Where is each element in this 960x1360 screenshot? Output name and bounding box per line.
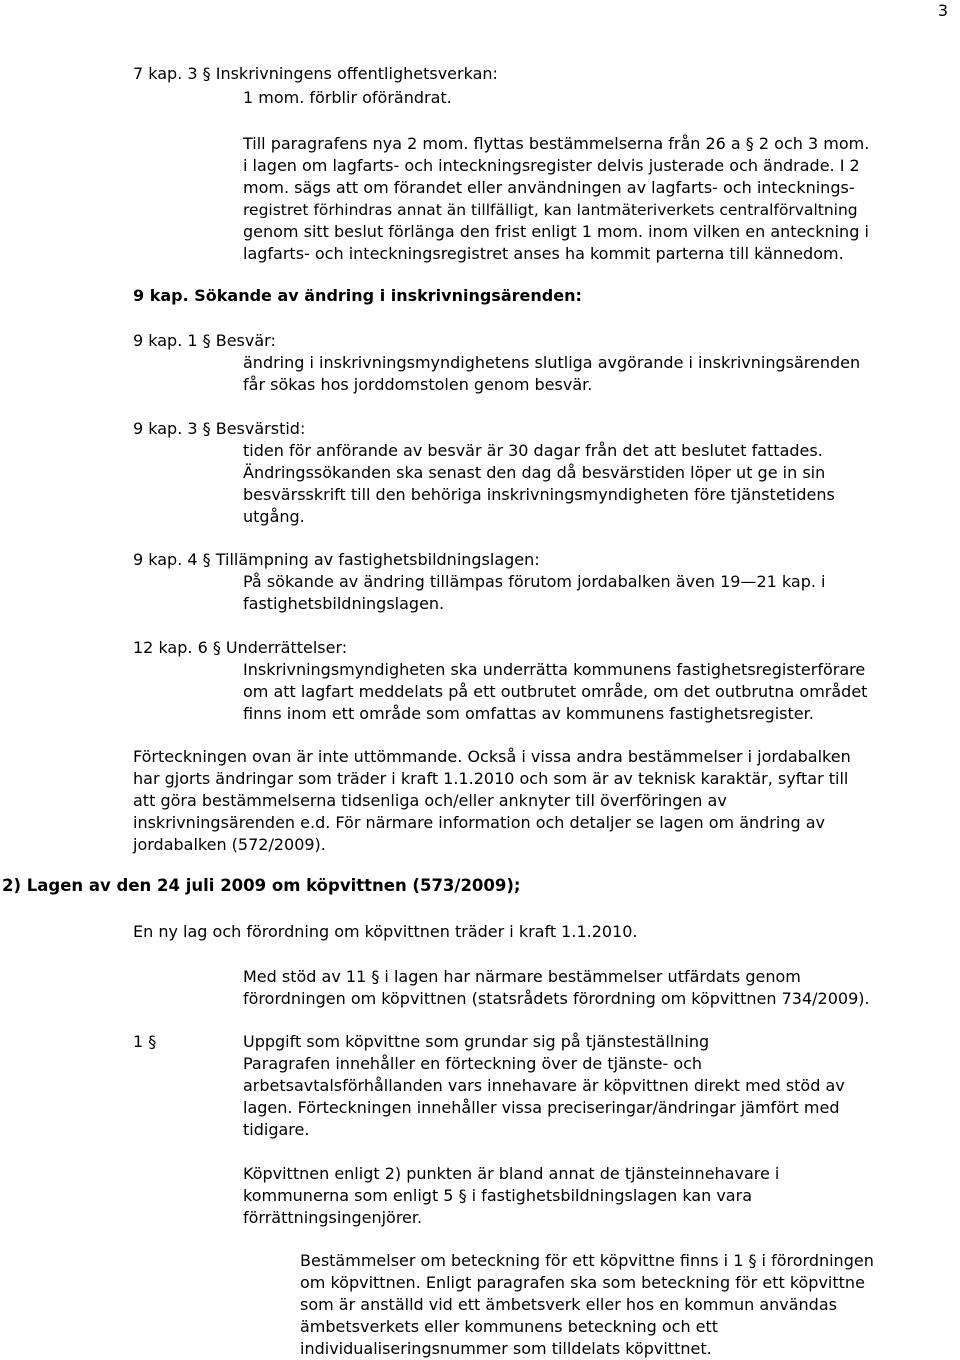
text-line: lagen. Förteckningen innehåller vissa preciseringar/ändringar jämfört med (243, 1098, 840, 1117)
section-heading-9kap1: 9 kap. 1 § Besvär: (133, 331, 276, 350)
text-line: Paragrafen innehåller en förteckning över de tjänste- och (243, 1054, 703, 1073)
text-line: lagfarts- och inteckningsregistret anses ha kommit parterna till kännedom. (243, 244, 844, 263)
text-line: Ändringssökanden ska senast den dag då besvärstiden löper ut ge in sin (243, 463, 826, 482)
text-line: Förteckningen ovan är inte uttömmande. Också i vissa andra bestämmelser i jordabalken (133, 747, 851, 766)
text-line: om att lagfart meddelats på ett outbrutet område, om det outbrutna området (243, 682, 868, 701)
text-line: ämbetsverkets eller kommunens beteckning och ett (300, 1317, 719, 1336)
text-line: jordabalken (572/2009). (133, 835, 326, 854)
section-heading-9kap3: 9 kap. 3 § Besvärstid: (133, 419, 306, 438)
text-line: får sökas hos jorddomstolen genom besvär. (243, 375, 593, 394)
text-line: besvärsskrift till den behöriga inskrivningsmyndigheten före tjänstetidens (243, 485, 835, 504)
text-line: om köpvittnen. Enligt paragrafen ska som beteckning för ett köpvittne (300, 1273, 865, 1292)
text-line: registret förhindras annat än tillfälligt, kan lantmäteriverkets centralförvaltning (243, 201, 858, 219)
text-line: Till paragrafens nya 2 mom. flyttas bestämmelserna från 26 a § 2 och 3 mom. (243, 134, 870, 153)
text-line: förordningen om köpvittnen (statsrådets förordning om köpvittnen 734/2009). (243, 989, 870, 1008)
page-number: 3 (937, 1, 948, 20)
text-line: utgång. (243, 507, 305, 526)
section-heading-12kap6: 12 kap. 6 § Underrättelser: (133, 638, 348, 657)
text-line: En ny lag och förordning om köpvittnen träder i kraft 1.1.2010. (133, 922, 638, 941)
chapter-heading-9kap: 9 kap. Sökande av ändring i inskrivningsärenden: (133, 286, 582, 305)
text-line: genom sitt beslut förlänga den frist enligt 1 mom. inom vilken en anteckning i (243, 222, 869, 241)
text-line: har gjorts ändringar som träder i kraft 1.1.2010 och som är av teknisk karaktär, syftar till (133, 769, 849, 788)
text-line: Köpvittnen enligt 2) punkten är bland annat de tjänsteinnehavare i (243, 1164, 780, 1183)
text-line: fastighetsbildningslagen. (243, 594, 445, 613)
text-line: Bestämmelser om beteckning för ett köpvittne finns i 1 § i förordningen (300, 1251, 874, 1270)
text-line: individualiseringsnummer som tilldelats köpvittnet. (300, 1339, 712, 1358)
text-line: förrättningsingenjörer. (243, 1208, 423, 1227)
section-heading-9kap4: 9 kap. 4 § Tillämpning av fastighetsbildningslagen: (133, 550, 540, 569)
section-heading-2: 2) Lagen av den 24 juli 2009 om köpvittnen (573/2009); (2, 876, 521, 895)
text-line: Med stöd av 11 § i lagen har närmare bestämmelser utfärdats genom (243, 967, 801, 986)
text-line: ändring i inskrivningsmyndighetens slutliga avgörande i inskrivningsärenden (243, 353, 861, 372)
text-line: kommunerna som enligt 5 § i fastighetsbildningslagen kan vara (243, 1186, 752, 1205)
text-line: 1 mom. förblir oförändrat. (243, 88, 452, 107)
paragraph-number: 1 § (133, 1032, 157, 1051)
text-line: att göra bestämmelserna tidsenliga och/eller anknyter till överföringen av (133, 791, 727, 810)
text-line: tiden för anförande av besvär är 30 dagar från det att beslutet fattades. (243, 441, 823, 460)
text-line: Inskrivningsmyndigheten ska underrätta kommunens fastighetsregisterförare (243, 660, 866, 679)
text-line: i lagen om lagfarts- och inteckningsregister delvis justerade och ändrade. I 2 (243, 156, 860, 175)
text-line: Uppgift som köpvittne som grundar sig på tjänsteställning (243, 1032, 710, 1051)
text-line: som är anställd vid ett ämbetsverk eller hos en kommun användas (300, 1295, 837, 1314)
section-heading-7kap3: 7 kap. 3 § Inskrivningens offentlighetsverkan: (133, 64, 498, 83)
text-line: På sökande av ändring tillämpas förutom jordabalken även 19—21 kap. i (243, 572, 826, 591)
text-line: arbetsavtalsförhållanden vars innehavare är köpvittnen direkt med stöd av (243, 1076, 845, 1095)
text-line: tidigare. (243, 1120, 310, 1139)
text-line: inskrivningsärenden e.d. För närmare information och detaljer se lagen om ändring av (133, 813, 825, 832)
text-line: mom. sägs att om förandet eller användningen av lagfarts- och intecknings- (243, 178, 855, 197)
text-line: finns inom ett område som omfattas av kommunens fastighetsregister. (243, 704, 814, 723)
